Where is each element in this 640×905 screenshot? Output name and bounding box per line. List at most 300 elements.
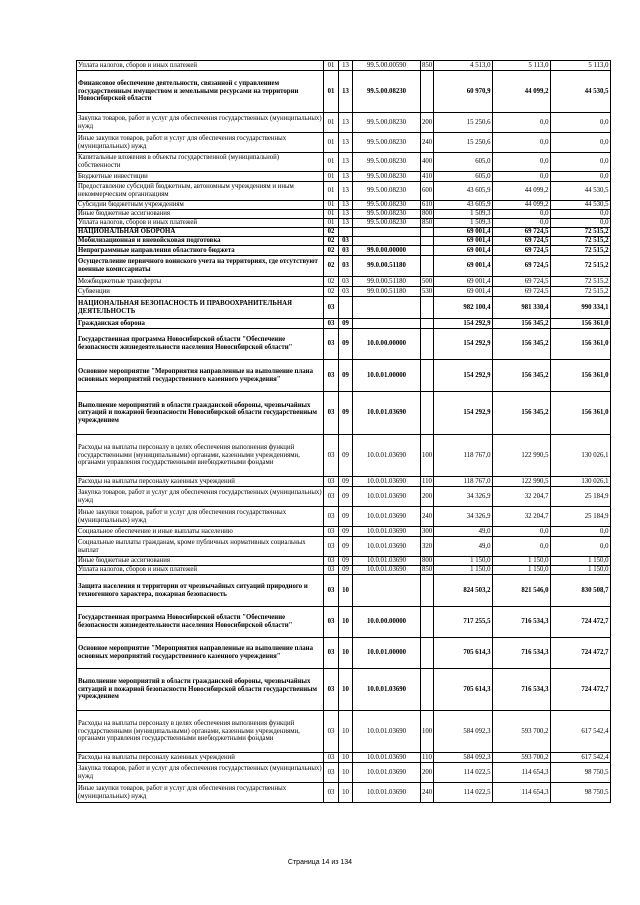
amount-year-1: 1 509,3: [434, 210, 493, 219]
amount-year-2: 716 534,3: [493, 638, 551, 669]
target-article-code: [353, 575, 421, 607]
row-name: Предоставление субсидий бюджетным, автономным учреждениям и иным некоммерческим организациям: [77, 182, 324, 201]
section-code: 02: [324, 256, 339, 277]
amount-year-2: 5 113,0: [493, 61, 551, 71]
amount-year-2: 156 345,2: [493, 329, 551, 360]
table-row: [77, 607, 611, 638]
amount-year-1: 69 001,4: [434, 256, 493, 277]
amount-year-1: 605,0: [434, 153, 493, 172]
row-name: Социальное обеспечение и иные выплаты населению: [77, 527, 324, 537]
amount-year-2: 69 724,5: [493, 246, 551, 256]
amount-year-1: 1 150,0: [434, 566, 493, 575]
table-row: [77, 256, 611, 277]
amount-year-3: 72 515,2: [551, 246, 611, 256]
amount-year-2: 0,0: [493, 219, 551, 228]
table-row: [77, 133, 611, 153]
target-article-code: [353, 228, 421, 237]
target-article-code: 10.0.00.00000: [353, 607, 421, 638]
table-row: [77, 487, 611, 507]
amount-year-3: 0,0: [551, 527, 611, 537]
table-row: [77, 477, 611, 487]
table-row: [77, 711, 611, 753]
expense-type-code: [421, 256, 434, 277]
amount-year-2: 0,0: [493, 537, 551, 557]
section-code: 02: [324, 277, 339, 287]
table-row: [77, 113, 611, 133]
subsection-code: 09: [339, 557, 353, 566]
amount-year-1: 114 022,5: [434, 763, 493, 783]
subsection-code: 13: [339, 219, 353, 228]
table-row: [77, 753, 611, 763]
table-row: [77, 277, 611, 287]
row-name: Непрограммные направления областного бюджета: [77, 246, 324, 256]
subsection-code: 13: [339, 133, 353, 153]
page-number: Страница 14 из 134: [287, 859, 353, 866]
amount-year-2: 0,0: [493, 153, 551, 172]
target-article-code: 99.5.00.08230: [353, 71, 421, 113]
row-name: НАЦИОНАЛЬНАЯ ОБОРОНА: [77, 228, 324, 237]
amount-year-3: 44 530,5: [551, 182, 611, 201]
subsection-code: 10: [339, 783, 353, 803]
amount-year-2: 716 534,3: [493, 669, 551, 711]
expense-type-code: 610: [422, 201, 433, 209]
section-code: 03: [324, 575, 339, 607]
amount-year-3: 0,0: [551, 219, 611, 228]
amount-year-3: 44 530,5: [551, 71, 611, 113]
expense-type-code: 850: [422, 566, 433, 574]
target-article-code: 99.0.00.00000: [353, 246, 421, 256]
target-article-code: 99.5.00.08230: [353, 133, 421, 153]
amount-year-3: 0,0: [551, 133, 611, 153]
table-row: [77, 182, 611, 201]
section-code: 03: [324, 507, 339, 527]
table-row: [77, 237, 611, 246]
target-article-code: 10.0.01.03690: [353, 392, 421, 435]
target-article-code: 10.0.01.03690: [353, 669, 421, 711]
section-code: 02: [324, 228, 339, 237]
row-name: Субсидии бюджетным учреждениям: [77, 201, 324, 210]
table-row: [77, 246, 611, 256]
target-article-code: [353, 297, 421, 319]
row-name: Расходы на выплаты персоналу в целях обеспечения выполнения функций государственными (муниципальными) органами, казенными учреждениями, органами управления государственными внебюджетными фондами: [77, 711, 324, 753]
amount-year-1: 69 001,4: [434, 277, 493, 287]
expense-type-code: 240: [421, 507, 434, 527]
amount-year-3: 724 472,7: [551, 669, 611, 711]
expense-type-code: 850: [422, 219, 433, 227]
subsection-code: 03: [339, 246, 353, 256]
target-article-code: [353, 319, 421, 329]
amount-year-2: 32 204,7: [493, 487, 551, 507]
expense-type-code: [421, 360, 434, 392]
amount-year-1: 154 292,9: [434, 319, 493, 329]
expense-type-code: [421, 669, 434, 711]
table-row: [77, 219, 611, 228]
section-code: 01: [324, 201, 339, 210]
amount-year-2: 821 546,0: [493, 575, 551, 607]
table-body: [77, 61, 611, 803]
expense-type-code: 800: [422, 210, 433, 218]
subsection-code: 03: [339, 277, 353, 287]
amount-year-1: 705 614,3: [434, 638, 493, 669]
target-article-code: 99.5.00.08230: [353, 219, 421, 228]
expense-type-code: 200: [421, 487, 434, 507]
section-code: 03: [324, 487, 339, 507]
amount-year-2: 32 204,7: [493, 507, 551, 527]
expense-type-code: [421, 638, 434, 669]
amount-year-2: 69 724,5: [493, 228, 551, 237]
row-name: Государственная программа Новосибирской области "Обеспечение безопасности жизнедеятельности населения Новосибирской области": [77, 329, 324, 360]
amount-year-1: 49,0: [434, 527, 493, 537]
amount-year-1: 982 100,4: [434, 297, 493, 319]
expense-type-code: 110: [422, 753, 432, 761]
amount-year-2: 156 345,2: [493, 392, 551, 435]
amount-year-1: 69 001,4: [434, 228, 493, 237]
amount-year-1: 717 255,5: [434, 607, 493, 638]
expense-type-code: [421, 228, 434, 237]
amount-year-3: 617 542,4: [551, 711, 611, 753]
subsection-code: 10: [339, 763, 353, 783]
amount-year-3: 990 334,1: [551, 297, 611, 319]
subsection-code: 09: [339, 435, 353, 477]
target-article-code: 99.5.00.08230: [353, 182, 421, 201]
section-code: 03: [324, 527, 339, 537]
target-article-code: 99.5.00.08230: [353, 113, 421, 133]
amount-year-2: 593 700,2: [493, 711, 551, 753]
subsection-code: 10: [339, 711, 353, 753]
table-row: [77, 61, 611, 71]
expense-type-code: 100: [421, 435, 434, 477]
expense-type-code: 530: [422, 287, 433, 295]
amount-year-2: 114 654,3: [493, 783, 551, 803]
target-article-code: 99.5.00.08230: [353, 210, 421, 219]
amount-year-1: 154 292,9: [434, 392, 493, 435]
subsection-code: 10: [339, 753, 353, 763]
target-article-code: 10.0.01.03690: [353, 566, 421, 575]
expense-type-code: 200: [421, 113, 434, 133]
subsection-code: 09: [339, 329, 353, 360]
amount-year-2: 44 099,2: [493, 182, 551, 201]
target-article-code: 99.5.00.00590: [353, 61, 421, 71]
amount-year-3: 72 515,2: [551, 277, 611, 287]
amount-year-1: 584 092,3: [434, 753, 493, 763]
target-article-code: 10.0.01.03690: [353, 537, 421, 557]
table-row: [77, 507, 611, 527]
table-row: [77, 638, 611, 669]
row-name: Осуществление первичного воинского учета на территориях, где отсутствуют военные комиссариаты: [77, 256, 324, 277]
row-name: Иные закупки товаров, работ и услуг для обеспечения государственных (муниципальных) нужд: [77, 507, 324, 527]
amount-year-3: 130 026,1: [551, 435, 611, 477]
amount-year-3: 156 361,0: [551, 360, 611, 392]
amount-year-3: 130 026,1: [551, 477, 611, 487]
target-article-code: 10.0.01.03690: [353, 763, 421, 783]
amount-year-1: 584 092,3: [434, 711, 493, 753]
row-name: Иные бюджетные ассигнования: [77, 557, 324, 566]
section-code: 01: [324, 153, 339, 172]
amount-year-2: 1 150,0: [493, 566, 551, 575]
amount-year-1: 705 614,3: [434, 669, 493, 711]
amount-year-2: 0,0: [493, 133, 551, 153]
row-name: Гражданская оборона: [77, 319, 324, 329]
amount-year-2: 122 990,5: [493, 435, 551, 477]
amount-year-3: 72 515,2: [551, 256, 611, 277]
amount-year-2: 716 534,3: [493, 607, 551, 638]
amount-year-1: 69 001,4: [434, 287, 493, 297]
target-article-code: 10.0.01.03690: [353, 557, 421, 566]
budget-table: [76, 60, 611, 803]
target-article-code: 99.0.00.51180: [353, 256, 421, 277]
amount-year-1: 15 250,6: [434, 113, 493, 133]
expense-type-code: 110: [422, 477, 432, 485]
section-code: 01: [324, 113, 339, 133]
amount-year-3: 72 515,2: [551, 237, 611, 246]
amount-year-2: 156 345,2: [493, 360, 551, 392]
amount-year-2: 69 724,5: [493, 237, 551, 246]
amount-year-1: 1 150,0: [434, 557, 493, 566]
section-code: 02: [324, 287, 339, 297]
section-code: 03: [324, 360, 339, 392]
amount-year-2: 0,0: [493, 527, 551, 537]
subsection-code: [339, 228, 353, 237]
subsection-code: 13: [339, 113, 353, 133]
target-article-code: 99.0.00.51180: [353, 277, 421, 287]
amount-year-1: 60 970,9: [434, 71, 493, 113]
amount-year-2: 0,0: [493, 210, 551, 219]
subsection-code: 10: [339, 575, 353, 607]
amount-year-1: 4 513,0: [434, 61, 493, 71]
amount-year-3: 617 542,4: [551, 753, 611, 763]
expense-type-code: 800: [422, 557, 433, 565]
amount-year-3: 1 150,0: [551, 566, 611, 575]
table-row: [77, 360, 611, 392]
table-row: [77, 669, 611, 711]
section-code: 03: [324, 477, 339, 487]
table-row: [77, 329, 611, 360]
row-name: Уплата налогов, сборов и иных платежей: [77, 566, 324, 575]
row-name: Финансовое обеспечение деятельности, связанной с управлением государственным имуществом и земельными ресурсами на территории Новосибирской области: [77, 71, 324, 113]
row-name: Выполнение мероприятий в области гражданской обороны, чрезвычайных ситуаций и пожарной безопасности Новосибирской области государственным учреждением: [77, 669, 324, 711]
amount-year-1: 154 292,9: [434, 329, 493, 360]
amount-year-1: 43 605,9: [434, 201, 493, 210]
row-name: Государственная программа Новосибирской области "Обеспечение безопасности жизнедеятельности населения Новосибирской области": [77, 607, 324, 638]
table-row: [77, 527, 611, 537]
amount-year-1: 43 605,9: [434, 182, 493, 201]
section-code: 01: [324, 71, 339, 113]
section-code: 01: [324, 133, 339, 153]
table-row: [77, 172, 611, 182]
expense-type-code: [421, 392, 434, 435]
amount-year-1: 69 001,4: [434, 246, 493, 256]
subsection-code: [339, 297, 353, 319]
row-name: Межбюджетные трансферты: [77, 277, 324, 287]
subsection-code: 13: [339, 210, 353, 219]
expense-type-code: [421, 575, 434, 607]
section-code: 03: [324, 319, 339, 329]
row-name: Мобилизационная и вневойсковая подготовка: [77, 237, 324, 246]
amount-year-2: 44 099,2: [493, 71, 551, 113]
amount-year-1: 49,0: [434, 537, 493, 557]
subsection-code: 13: [339, 71, 353, 113]
amount-year-3: 25 184,9: [551, 487, 611, 507]
section-code: 01: [324, 172, 339, 182]
row-name: Закупка товаров, работ и услуг для обеспечения государственных (муниципальных) нужд: [77, 113, 324, 133]
expense-type-code: 500: [422, 277, 433, 285]
amount-year-3: 0,0: [551, 113, 611, 133]
amount-year-3: 156 361,0: [551, 392, 611, 435]
section-code: 03: [324, 537, 339, 557]
table-row: [77, 201, 611, 210]
amount-year-1: 69 001,4: [434, 237, 493, 246]
table-row: [77, 575, 611, 607]
expense-type-code: 200: [421, 763, 434, 783]
target-article-code: 99.5.00.08230: [353, 153, 421, 172]
row-name: Капитальные вложения в объекты государственной (муниципальной) собственности: [77, 153, 324, 172]
subsection-code: 13: [339, 172, 353, 182]
target-article-code: 10.0.01.00000: [353, 360, 421, 392]
amount-year-2: 981 330,4: [493, 297, 551, 319]
row-name: Закупка товаров, работ и услуг для обеспечения государственных (муниципальных) нужд: [77, 763, 324, 783]
section-code: 03: [324, 638, 339, 669]
expense-type-code: 850: [422, 61, 433, 69]
amount-year-3: 1 150,0: [551, 557, 611, 566]
amount-year-1: 34 326,9: [434, 487, 493, 507]
subsection-code: 10: [339, 669, 353, 711]
subsection-code: 09: [339, 507, 353, 527]
expense-type-code: [421, 607, 434, 638]
row-name: Уплата налогов, сборов и иных платежей: [77, 219, 324, 228]
expense-type-code: 300: [422, 527, 433, 535]
table-row: [77, 297, 611, 319]
subsection-code: 10: [339, 607, 353, 638]
subsection-code: 10: [339, 638, 353, 669]
table-row: [77, 537, 611, 557]
table-row: [77, 319, 611, 329]
section-code: 03: [324, 297, 339, 319]
subsection-code: 13: [339, 182, 353, 201]
amount-year-1: 34 326,9: [434, 507, 493, 527]
table-row: [77, 71, 611, 113]
row-name: Уплата налогов, сборов и иных платежей: [77, 61, 324, 71]
table-row: [77, 210, 611, 219]
amount-year-2: 69 724,5: [493, 287, 551, 297]
target-article-code: [353, 237, 421, 246]
section-code: 01: [324, 61, 339, 71]
row-name: Субвенции: [77, 287, 324, 297]
amount-year-2: 0,0: [493, 172, 551, 182]
target-article-code: 99.0.00.51180: [353, 287, 421, 297]
table-row: [77, 566, 611, 575]
amount-year-2: 69 724,5: [493, 256, 551, 277]
amount-year-3: 44 530,5: [551, 201, 611, 210]
amount-year-3: 72 515,2: [551, 228, 611, 237]
expense-type-code: [421, 329, 434, 360]
subsection-code: 09: [339, 392, 353, 435]
row-name: Основное мероприятие "Мероприятия направленные на выполнение плана основных мероприятий государственного казенного учреждения": [77, 638, 324, 669]
amount-year-2: 156 345,2: [493, 319, 551, 329]
section-code: 01: [324, 219, 339, 228]
subsection-code: 13: [339, 61, 353, 71]
expense-type-code: 100: [421, 711, 434, 753]
amount-year-2: 114 654,3: [493, 763, 551, 783]
amount-year-3: 0,0: [551, 537, 611, 557]
table-row: [77, 783, 611, 803]
target-article-code: 10.0.01.03690: [353, 711, 421, 753]
subsection-code: 09: [339, 487, 353, 507]
row-name: Бюджетные инвестиции: [77, 172, 324, 182]
target-article-code: 99.5.00.08230: [353, 172, 421, 182]
table-row: [77, 435, 611, 477]
section-code: 03: [324, 783, 339, 803]
section-code: 03: [324, 753, 339, 763]
amount-year-1: 154 292,9: [434, 360, 493, 392]
subsection-code: 09: [339, 319, 353, 329]
section-code: 02: [324, 246, 339, 256]
expense-type-code: [421, 319, 434, 329]
amount-year-3: 724 472,7: [551, 607, 611, 638]
amount-year-3: 0,0: [551, 172, 611, 182]
subsection-code: 03: [339, 237, 353, 246]
subsection-code: 09: [339, 527, 353, 537]
subsection-code: 09: [339, 360, 353, 392]
amount-year-3: 156 361,0: [551, 319, 611, 329]
subsection-code: 09: [339, 566, 353, 575]
row-name: Основное мероприятие "Мероприятия направленные на выполнение плана основных мероприятий государственного казенного учреждения": [77, 360, 324, 392]
subsection-code: 09: [339, 537, 353, 557]
target-article-code: 10.0.01.03690: [353, 753, 421, 763]
section-code: 02: [324, 237, 339, 246]
subsection-code: 09: [339, 477, 353, 487]
expense-type-code: 600: [421, 182, 434, 201]
amount-year-3: 724 472,7: [551, 638, 611, 669]
section-code: 03: [324, 763, 339, 783]
expense-type-code: [421, 246, 434, 256]
target-article-code: 10.0.01.03690: [353, 477, 421, 487]
section-code: 03: [324, 711, 339, 753]
amount-year-1: 824 503,2: [434, 575, 493, 607]
target-article-code: 10.0.01.03690: [353, 527, 421, 537]
subsection-code: 03: [339, 256, 353, 277]
expense-type-code: [421, 297, 434, 319]
amount-year-2: 0,0: [493, 113, 551, 133]
table-row: [77, 287, 611, 297]
amount-year-2: 44 099,2: [493, 201, 551, 210]
expense-type-code: [421, 237, 434, 246]
section-code: 03: [324, 329, 339, 360]
amount-year-1: 118 767,0: [434, 477, 493, 487]
section-code: 03: [324, 557, 339, 566]
row-name: Социальные выплаты гражданам, кроме публичных нормативных социальных выплат: [77, 537, 324, 557]
amount-year-3: 5 113,0: [551, 61, 611, 71]
target-article-code: 10.0.01.03690: [353, 783, 421, 803]
expense-type-code: 400: [421, 153, 434, 172]
target-article-code: 10.0.01.00000: [353, 638, 421, 669]
table-row: [77, 557, 611, 566]
target-article-code: 10.0.01.03690: [353, 507, 421, 527]
amount-year-2: 69 724,5: [493, 277, 551, 287]
table-row: [77, 392, 611, 435]
amount-year-2: 593 700,2: [493, 753, 551, 763]
section-code: 03: [324, 392, 339, 435]
amount-year-1: 15 250,6: [434, 133, 493, 153]
row-name: Защита населения и территории от чрезвычайных ситуаций природного и техногенного характера, пожарная безопасность: [77, 575, 324, 607]
amount-year-2: 1 150,0: [493, 557, 551, 566]
row-name: Расходы на выплаты персоналу казенных учреждений: [77, 753, 324, 763]
amount-year-1: 114 022,5: [434, 783, 493, 803]
section-code: 01: [324, 182, 339, 201]
amount-year-1: 1 509,3: [434, 219, 493, 228]
amount-year-3: 25 184,9: [551, 507, 611, 527]
row-name: Выполнение мероприятий в области гражданской обороны, чрезвычайных ситуаций и пожарной безопасности Новосибирской области государственным учреждением: [77, 392, 324, 435]
row-name: НАЦИОНАЛЬНАЯ БЕЗОПАСНОСТЬ И ПРАВООХРАНИТЕЛЬНАЯ ДЕЯТЕЛЬНОСТЬ: [77, 297, 324, 319]
